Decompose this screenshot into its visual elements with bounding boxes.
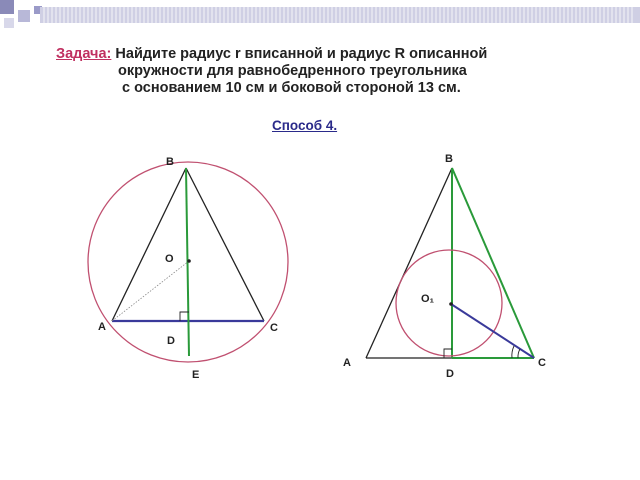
point-label-o: O [165, 253, 174, 265]
angle-arc-2 [518, 349, 520, 358]
point-label-d: D [167, 335, 175, 347]
point-label-o1: O₁ [421, 293, 435, 305]
side-bc-highlight [452, 168, 534, 358]
task-label: Задача: [56, 46, 112, 62]
left-figure [88, 156, 288, 381]
task-line-1: Найдите радиус r вписанной и радиус R описанной [111, 46, 488, 62]
side-ab [366, 168, 452, 358]
task-line-3: с основанием 10 см и боковой стороной 13 см. [122, 80, 461, 96]
center-o-point [187, 259, 191, 263]
side-bc [186, 168, 264, 321]
inscribed-circle [396, 250, 502, 356]
point-label-b: B [166, 156, 174, 168]
point-label-c: C [538, 357, 546, 369]
method-title: Способ 4. [272, 118, 338, 133]
right-figure [343, 153, 546, 380]
right-angle-mark [444, 349, 452, 358]
angle-arc-1 [512, 346, 514, 358]
point-label-d: D [446, 368, 454, 380]
point-label-b: B [445, 153, 453, 165]
point-label-a: A [98, 321, 106, 333]
point-label-c: C [270, 322, 278, 334]
side-ab [112, 168, 186, 321]
task-line-2: окружности для равнобедренного треугольника [118, 63, 467, 79]
center-o1-point [449, 302, 453, 306]
radius-oa [112, 261, 189, 321]
point-label-e: E [192, 369, 200, 381]
point-label-a: A [343, 357, 351, 369]
